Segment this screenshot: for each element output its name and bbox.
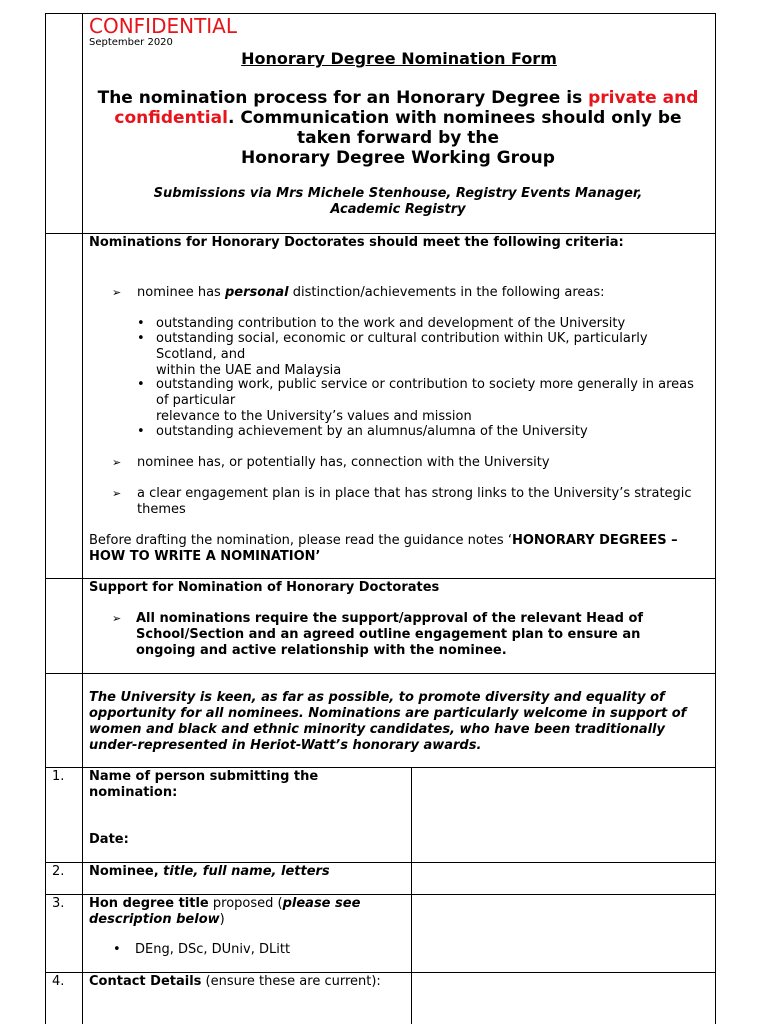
- bullet-icon: •: [137, 377, 145, 392]
- nominee-label-italic: title, full name, letters: [163, 864, 330, 879]
- contact-label-plain: (ensure these are current):: [201, 974, 381, 989]
- criteria-item-2: nominee has, or potentially has, connection with the University: [137, 455, 550, 470]
- submissions-note: Submissions via Mrs Michele Stenhouse, Registry Events Manager, Academic Registry: [153, 186, 643, 217]
- arrow-bullet-icon: ➢: [112, 612, 122, 625]
- contact-details-field[interactable]: [412, 973, 715, 1024]
- degree-title-field[interactable]: [412, 895, 715, 972]
- guidance-doc-title: HONORARY DEGREES – HOW TO WRITE A NOMINATION’: [89, 533, 678, 564]
- criteria-subitem: [137, 377, 707, 425]
- intro-text-2: . Communication with nominees should only be taken forward by the: [227, 108, 682, 148]
- intro-text-1: The nomination process for an Honorary Degree is: [97, 88, 589, 108]
- arrow-bullet-icon: ➢: [112, 456, 122, 469]
- bullet-icon: •: [137, 316, 145, 331]
- support-item: [112, 611, 702, 659]
- form-date: September 2020: [89, 37, 173, 48]
- criteria-subitem-text: outstanding contribution to the work and development of the University: [156, 316, 626, 331]
- criteria-item-connection: [112, 455, 692, 471]
- guidance-text: Before drafting the nomination, please read the guidance notes ‘: [89, 533, 512, 548]
- nominee-label: [89, 864, 409, 880]
- support-heading: Support for Nomination of Honorary Doctorates: [89, 580, 440, 595]
- criteria-item-1-em: personal: [224, 285, 289, 300]
- criteria-subitem: [137, 331, 707, 379]
- criteria-subitem: [137, 316, 707, 332]
- criteria-subitem-text: outstanding social, economic or cultural contribution within UK, particularly Scotland, and within the UAE and Malaysia: [156, 331, 648, 378]
- intro-statement: [86, 88, 710, 168]
- diversity-statement: The University is keen, as far as possible, to promote diversity and equality of opportunity for all nominees. Nominations are particularly welcome in support of women and black and ethnic minority candidates, who have been traditionally under-represented in Heriot-Watt’s honorary awards.: [89, 690, 687, 753]
- arrow-bullet-icon: ➢: [112, 286, 122, 299]
- support-item-text: All nominations require the support/approval of the relevant Head of School/Section and an agreed outline engagement plan to ensure an ongoing and active relationship with the nominee.: [136, 611, 644, 658]
- criteria-item-personal: [112, 285, 692, 301]
- table-border-left: [45, 13, 46, 1024]
- bullet-icon: •: [113, 942, 121, 957]
- row-number: 3.: [52, 896, 65, 911]
- table-border-right: [715, 13, 716, 1024]
- degree-label-end: ): [219, 912, 225, 927]
- intro-text-last: Honorary Degree Working Group: [241, 148, 555, 168]
- nominee-label-bold: Nominee,: [89, 864, 164, 879]
- degree-options-text: DEng, DSc, DUniv, DLitt: [135, 942, 291, 957]
- table-column-divider: [82, 13, 83, 1024]
- guidance-note: [89, 533, 689, 565]
- criteria-heading: Nominations for Honorary Doctorates should meet the following criteria:: [89, 235, 624, 250]
- row-number: 4.: [52, 974, 65, 989]
- row-divider: [45, 233, 716, 234]
- criteria-subitem-text: outstanding achievement by an alumnus/alumna of the University: [156, 424, 588, 439]
- row-number: 1.: [52, 769, 65, 784]
- criteria-item-1-pre: nominee has: [137, 285, 225, 300]
- form-title: Honorary Degree Nomination Form: [241, 49, 557, 68]
- criteria-item-engagement: [112, 486, 692, 518]
- contact-label-bold: Contact Details: [89, 974, 202, 989]
- date-label: Date:: [89, 832, 129, 847]
- degree-title-label: [89, 896, 399, 928]
- bullet-icon: •: [137, 331, 145, 346]
- confidential-label: CONFIDENTIAL: [89, 14, 238, 38]
- submitter-name-label: Name of person submitting the nomination:: [89, 769, 319, 800]
- arrow-bullet-icon: ➢: [112, 487, 122, 500]
- row-divider: [45, 578, 716, 579]
- criteria-item-3: a clear engagement plan is in place that has strong links to the University’s strategic themes: [137, 486, 692, 517]
- submitter-name-field[interactable]: [412, 768, 715, 862]
- contact-details-label: [89, 974, 389, 990]
- criteria-subitem-text: outstanding work, public service or contribution to society more generally in areas of particular relevance to the University’s values and mission: [156, 377, 694, 424]
- row-number: 2.: [52, 864, 65, 879]
- degree-label-bold: Hon degree title: [89, 896, 209, 911]
- criteria-item-1-post: distinction/achievements in the following areas:: [288, 285, 605, 300]
- degree-options: [113, 942, 403, 958]
- row-divider: [45, 673, 716, 674]
- degree-label-italic: please see description below: [89, 896, 361, 927]
- intro-text-red: private and confidential: [114, 88, 699, 128]
- nominee-field[interactable]: [412, 863, 715, 894]
- criteria-subitem: [137, 424, 707, 440]
- degree-label-plain: proposed (: [208, 896, 283, 911]
- bullet-icon: •: [137, 424, 145, 439]
